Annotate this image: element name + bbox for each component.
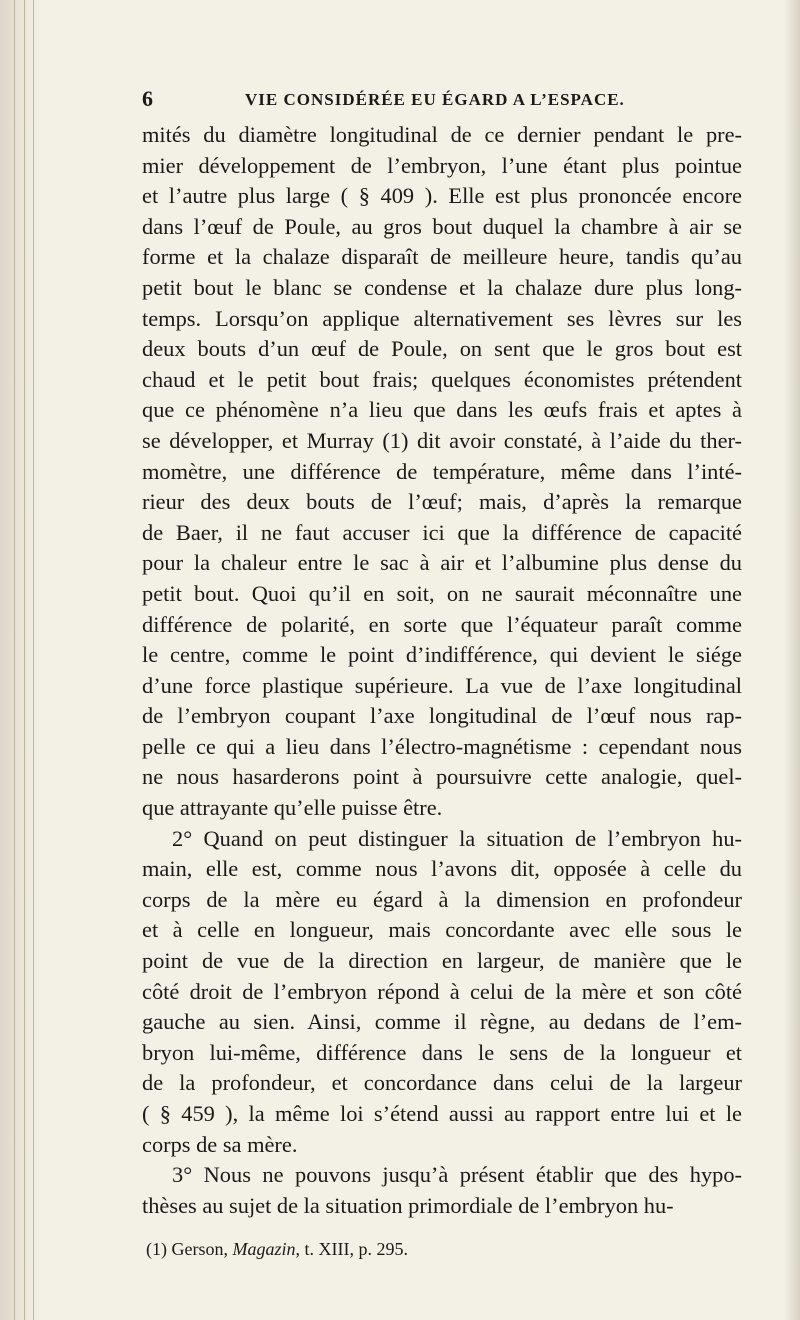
text-line: thèses au sujet de la situation primordiale de l’embryon hu-	[142, 1192, 674, 1218]
text-line: gauche au sien. Ainsi, comme il règne, au dedans de l’em-	[142, 1009, 742, 1035]
text-line: de l’embryon coupant l’axe longitudinal de l’œuf nous rap-	[142, 703, 742, 729]
text-line: 2° Quand on peut distinguer la situation de l’embryon hu-	[172, 825, 742, 851]
text-line: pour la chaleur entre le sac à air et l’albumine plus dense du	[142, 550, 742, 576]
text-line: ( § 459 ), la même loi s’étend aussi au rapport entre lui et le	[142, 1101, 742, 1126]
text-line: forme et la chalaze disparaît de meilleure heure, tandis qu’au	[142, 244, 742, 270]
footnote-prefix: (1) Gerson,	[146, 1239, 228, 1260]
text-line: petit bout. Quoi qu’il en soit, on ne saurait méconnaître une	[142, 580, 742, 606]
text-line: d’une force plastique supérieure. La vue de l’axe longitudinal	[142, 672, 742, 698]
text-line: et à celle en longueur, mais concordante avec elle sous le	[142, 917, 742, 943]
text-line: corps de la mère eu égard à la dimension en profondeur	[142, 886, 742, 912]
text-line: différence de polarité, en sorte que l’équateur paraît comme	[142, 611, 742, 637]
text-line: de la profondeur, et concordance dans celui de la largeur	[142, 1070, 742, 1096]
footnote-source: Magazin	[232, 1239, 296, 1260]
text-line: bryon lui-même, différence dans le sens de la longueur et	[142, 1039, 742, 1065]
page-edge-line	[24, 0, 25, 1320]
text-line: dans l’œuf de Poule, au gros bout duquel la chambre à air se	[142, 213, 742, 239]
page-right-edge	[784, 0, 800, 1320]
page-edge-line	[33, 0, 34, 1320]
body-text	[142, 120, 742, 1221]
text-line: chaud et le petit bout frais; quelques économistes prétendent	[142, 366, 742, 392]
text-line: 3° Nous ne pouvons jusqu’à présent établir que des hypo-	[172, 1162, 742, 1188]
text-line: mités du diamètre longitudinal de ce dernier pendant le pre-	[142, 122, 742, 147]
text-line: que attrayante qu’elle puisse être.	[142, 795, 443, 821]
footnote	[142, 1237, 742, 1261]
book-page	[142, 86, 742, 1261]
text-line: petit bout le blanc se condense et la chalaze dure plus long-	[142, 274, 742, 300]
text-line: et l’autre plus large ( § 409 ). Elle est plus prononcée encore	[142, 183, 742, 209]
text-line: côté droit de l’embryon répond à celui de la mère et son côté	[142, 978, 742, 1004]
text-line: pelle ce qui a lieu dans l’électro-magnétisme : cependant nous	[142, 733, 742, 759]
text-line: deux bouts d’un œuf de Poule, on sent que le gros bout est	[142, 336, 742, 362]
page-edge-line	[14, 0, 15, 1320]
running-title: VIE CONSIDÉRÉE EU ÉGARD A L’ESPACE.	[245, 90, 625, 109]
text-line: temps. Lorsqu’on applique alternativement ses lèvres sur les	[142, 305, 742, 331]
text-line: corps de sa mère.	[142, 1131, 298, 1157]
text-line: rieur des deux bouts de l’œuf; mais, d’après la remarque	[142, 489, 742, 515]
text-line: momètre, une différence de température, même dans l’inté-	[142, 458, 742, 484]
text-line: mier développement de l’embryon, l’une étant plus pointue	[142, 152, 742, 178]
text-line: que ce phénomène n’a lieu que dans les œufs frais et aptes à	[142, 397, 742, 423]
text-line: main, elle est, comme nous l’avons dit, opposée à celle du	[142, 856, 742, 882]
text-line: point de vue de la direction en largeur, de manière que le	[142, 948, 742, 974]
page-number: 6	[142, 86, 153, 111]
page-left-edge	[0, 0, 42, 1320]
footnote-suffix: , t. XIII, p. 295.	[295, 1239, 408, 1260]
text-line: ne nous hasarderons point à poursuivre cette analogie, quel-	[142, 764, 742, 790]
text-line: de Baer, il ne faut accuser ici que la différence de capacité	[142, 519, 742, 545]
running-head	[142, 86, 742, 120]
text-line: se développer, et Murray (1) dit avoir constaté, à l’aide du ther-	[142, 427, 742, 453]
text-line: le centre, comme le point d’indifférence, qui devient le siége	[142, 642, 742, 668]
